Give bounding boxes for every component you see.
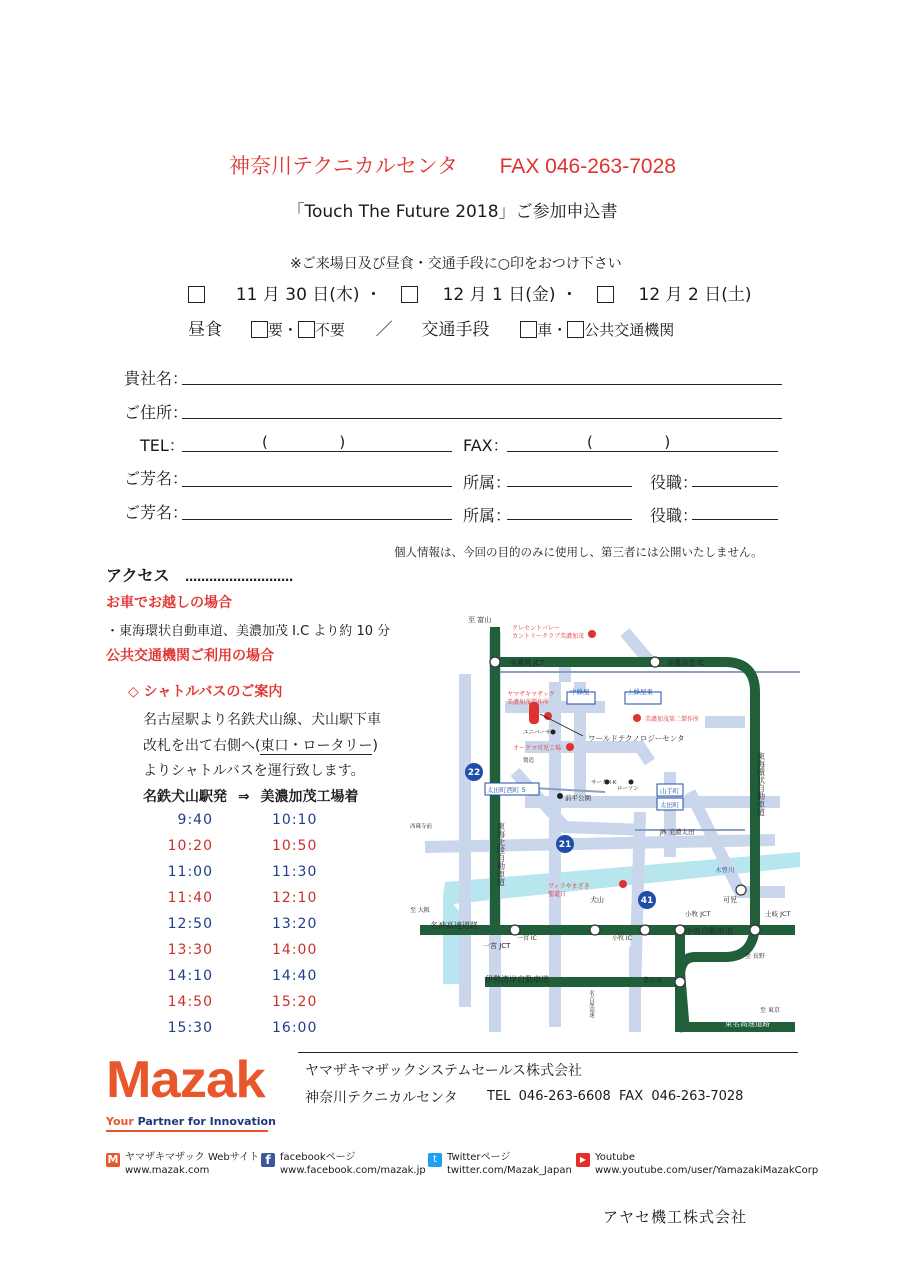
map-ichinomiya-ic: 一宮 IC bbox=[517, 935, 537, 942]
date-row bbox=[188, 280, 751, 305]
schedule-depart-time: 9:40 bbox=[177, 812, 213, 828]
twitter-icon: t bbox=[428, 1153, 442, 1167]
map-tokai-kanjo: 東海環状自動車道 bbox=[756, 752, 766, 816]
map-yamatecho: 山手町 bbox=[660, 787, 680, 795]
map-komaki-ic: 小牧 IC bbox=[612, 935, 632, 942]
lunch-no-checkbox[interactable] bbox=[298, 321, 315, 338]
map-nishi: 西蔵寺前 bbox=[410, 824, 433, 830]
slash: ／ bbox=[375, 320, 393, 340]
shuttle-line-1: 名古屋駅より名鉄犬山線、犬山駅下車 bbox=[143, 712, 381, 728]
name1-field[interactable] bbox=[182, 486, 452, 487]
schedule-col-depart: 名鉄犬山駅発 bbox=[143, 789, 227, 805]
fax-field[interactable] bbox=[507, 451, 778, 452]
schedule-arrive-time: 14:00 bbox=[272, 942, 318, 958]
footer-center: 神奈川テクニカルセンタ bbox=[305, 1090, 458, 1106]
map-crescent: クレセントバレー bbox=[512, 625, 560, 632]
social-mazak-title: ヤマザキマザック Webサイト bbox=[125, 1152, 260, 1163]
shuttle-line-3: よりシャトルバスを運行致します。 bbox=[143, 763, 365, 779]
map-nakahachi: 中蜂屋 bbox=[570, 688, 590, 696]
map-to-osaka: 至 大阪 bbox=[410, 907, 430, 914]
dept2-field[interactable] bbox=[507, 519, 632, 520]
schedule-arrive-time: 14:40 bbox=[272, 968, 318, 984]
transport-car-checkbox[interactable] bbox=[520, 321, 537, 338]
dept1-field[interactable] bbox=[507, 486, 632, 487]
social-twitter-url: twitter.com/Mazak_Japan bbox=[447, 1165, 572, 1176]
date-label-3: 12 月 2 日(土) bbox=[638, 285, 752, 305]
title2-label: 役職： bbox=[650, 506, 699, 525]
map-minoseki-jct: 美濃関 JCT bbox=[510, 659, 545, 667]
access-map bbox=[405, 612, 800, 1037]
date-checkbox-1[interactable] bbox=[188, 286, 205, 303]
map-jr: JR 美濃太田 bbox=[660, 828, 695, 836]
map-toki-jct: 土岐 JCT bbox=[765, 910, 791, 918]
social-youtube[interactable] bbox=[595, 1151, 818, 1177]
address-field[interactable] bbox=[182, 418, 782, 419]
social-mazak[interactable] bbox=[125, 1151, 259, 1177]
map-maehira: 前平公園 bbox=[565, 794, 591, 802]
title2-field[interactable] bbox=[692, 519, 778, 520]
mazak-tagline bbox=[106, 1115, 276, 1128]
shuttle-line-2-post: ) bbox=[372, 738, 378, 754]
transport-car-label: 車・ bbox=[537, 321, 568, 339]
tel-field[interactable] bbox=[182, 451, 452, 452]
name1-label: ご芳名： bbox=[124, 469, 189, 488]
date-label-1: 11 月 30 日(木) ・ bbox=[235, 285, 382, 305]
social-youtube-url: www.youtube.com/user/YamazakiMazakCorp bbox=[595, 1165, 819, 1176]
center-name: 神奈川テクニカルセンタ bbox=[229, 155, 458, 178]
local-roads bbox=[425, 632, 785, 1032]
map-circlek: サークルK bbox=[591, 780, 617, 786]
date-checkbox-2[interactable] bbox=[401, 286, 418, 303]
map-isewan: 伊勢湾岸自動車道 bbox=[485, 975, 549, 984]
map-to-nagano: 至 長野 bbox=[745, 953, 765, 960]
fax-label: FAX： bbox=[463, 436, 509, 455]
public-heading: 公共交通機関ご利用の場合 bbox=[106, 648, 274, 664]
map-komaki-jct: 小牧 JCT bbox=[685, 910, 711, 918]
center-name-fax bbox=[0, 150, 905, 180]
map-lawson: ローソン bbox=[617, 786, 639, 792]
map-toyota-ic: 豊田 IC bbox=[643, 977, 663, 984]
fax-paren: ( ) bbox=[587, 433, 671, 451]
footer-divider bbox=[298, 1052, 798, 1053]
social-mazak-url: www.mazak.com bbox=[125, 1165, 210, 1176]
map-villa-2: 聖道日 bbox=[548, 891, 567, 898]
shuttle-heading: ◇ シャトルバスのご案内 bbox=[128, 684, 283, 700]
access-title: アクセス bbox=[106, 566, 170, 585]
dept1-label: 所属： bbox=[463, 473, 512, 492]
name2-field[interactable] bbox=[182, 519, 452, 520]
schedule-depart-time: 11:40 bbox=[167, 890, 213, 906]
map-otamachi: 太田町西町 5 bbox=[487, 786, 526, 794]
mazak-m-icon: M bbox=[107, 1153, 119, 1166]
privacy-note: 個人情報は、今回の目的のみに使用し、第三者には公開いたしません。 bbox=[394, 545, 763, 559]
tagline-rest: Partner for Innovation bbox=[133, 1115, 276, 1128]
footer-tel-fax: TEL 046-263-6608 FAX 046-263-7028 bbox=[487, 1089, 744, 1104]
facebook-icon: f bbox=[261, 1153, 275, 1167]
schedule-col-arrive: 美濃加茂工場着 bbox=[260, 789, 359, 805]
form-title: 「Touch The Future 2018」ご参加申込書 bbox=[287, 202, 618, 222]
shuttle-line-2 bbox=[143, 735, 378, 755]
schedule-arrive-time: 12:10 bbox=[272, 890, 318, 906]
title1-field[interactable] bbox=[692, 486, 778, 487]
map-tomei: 東名高速道路 bbox=[725, 1019, 770, 1028]
schedule-arrive-time: 15:20 bbox=[272, 994, 318, 1010]
map-nagoya: 名古屋高速 bbox=[588, 990, 594, 1018]
lunch-no-label: 不要 bbox=[314, 321, 345, 339]
title1-label: 役職： bbox=[650, 473, 699, 492]
schedule-arrow: ⇒ bbox=[237, 789, 250, 805]
map-world-center: ワールドテクノロジーセンタ bbox=[588, 734, 685, 743]
tagline-underline bbox=[106, 1130, 268, 1132]
map-kani: 可児 bbox=[723, 896, 737, 904]
dept2-label: 所属： bbox=[463, 506, 512, 525]
map-tokai-hoku: 東海北陸自動車道 bbox=[496, 822, 506, 886]
map-kamihachi: 上蜂屋東 bbox=[627, 688, 653, 696]
car-text: ・東海環状自動車道、美濃加茂 I.C より約 10 分 bbox=[106, 624, 391, 639]
map-minokamo-ic: 美濃加茂 IC bbox=[667, 659, 705, 667]
lunch-yes-label: 要・ bbox=[267, 321, 298, 339]
schedule-depart-time: 11:00 bbox=[167, 864, 213, 880]
social-facebook-title: facebookページ bbox=[280, 1152, 356, 1163]
footer-company: ヤマザキマザックシステムセールス株式会社 bbox=[305, 1063, 583, 1079]
map-mazak-p2: 美濃加茂第二製作所 bbox=[645, 716, 700, 723]
tagline-your: Your bbox=[106, 1115, 134, 1128]
dealer-name: アヤセ機工株式会社 bbox=[603, 1208, 748, 1226]
car-heading: お車でお越しの場合 bbox=[106, 595, 232, 611]
address-label: ご住所： bbox=[124, 403, 189, 422]
map-universal-2: 製造 bbox=[523, 758, 535, 764]
social-youtube-title: Youtube bbox=[595, 1152, 635, 1163]
fax-number: FAX 046-263-7028 bbox=[499, 155, 676, 178]
schedule-depart-time: 10:20 bbox=[167, 838, 213, 854]
schedule-arrive-time: 10:50 bbox=[272, 838, 318, 854]
schedule-depart-time: 12:50 bbox=[167, 916, 213, 932]
schedule-arrive-time: 16:00 bbox=[272, 1020, 318, 1036]
shuttle-line-2-pre: 改札を出て右側へ( bbox=[143, 738, 261, 754]
tel-paren: ( ) bbox=[262, 433, 346, 451]
name2-label: ご芳名： bbox=[124, 503, 189, 522]
schedule-depart-time: 15:30 bbox=[167, 1020, 213, 1036]
schedule-depart-time: 14:10 bbox=[167, 968, 213, 984]
route-21-label: 21 bbox=[558, 840, 572, 850]
social-twitter[interactable] bbox=[447, 1151, 572, 1177]
route-41-label: 41 bbox=[640, 896, 654, 906]
transport-public-label: 公共交通機関 bbox=[584, 321, 675, 339]
shuttle-line-2-underline: 東口・ロータリー bbox=[260, 738, 373, 754]
lunch-label: 昼食 bbox=[188, 320, 222, 340]
company-field[interactable] bbox=[182, 384, 782, 385]
schedule-arrive-time: 11:30 bbox=[272, 864, 318, 880]
map-inuyama: 犬山 bbox=[590, 896, 604, 904]
schedule-header bbox=[143, 786, 358, 806]
map-okuma: オークマ可児工場 bbox=[513, 745, 562, 752]
map-to-tomiyama: 至 富山 bbox=[468, 616, 492, 624]
access-title-row bbox=[106, 563, 293, 586]
company-label: 貴社名： bbox=[124, 369, 189, 388]
map-meishin: 名神高速道路 bbox=[430, 921, 478, 930]
date-checkbox-3[interactable] bbox=[597, 286, 614, 303]
map-mazak-2: 美濃加茂製作所 bbox=[507, 699, 550, 706]
schedule-depart-time: 14:50 bbox=[167, 994, 213, 1010]
map-mazak-1: ヤマザキマザック bbox=[507, 691, 555, 698]
lunch-transport-row bbox=[188, 315, 674, 340]
map-kisogawa: 木曽川 bbox=[715, 866, 735, 874]
map-crescent-2: カントリークラブ美濃加茂 bbox=[512, 633, 585, 640]
map-ichinomiya-jct: 一宮 JCT bbox=[483, 942, 511, 950]
mazak-logo: Mazak bbox=[106, 1051, 265, 1109]
social-facebook-url: www.facebook.com/mazak.jp bbox=[280, 1165, 426, 1176]
tel-label: TEL： bbox=[140, 436, 185, 455]
schedule-arrive-time: 13:20 bbox=[272, 916, 318, 932]
access-dots: ……………………… bbox=[185, 570, 294, 584]
map-villa-1: ヴィラやまざき bbox=[548, 883, 590, 890]
social-twitter-title: Twitterページ bbox=[447, 1152, 511, 1163]
map-universal: ユニバーサル bbox=[523, 730, 556, 736]
transport-public-checkbox[interactable] bbox=[567, 321, 584, 338]
lunch-yes-checkbox[interactable] bbox=[251, 321, 268, 338]
map-to-tokyo: 至 東京 bbox=[760, 1007, 780, 1014]
route-22-label: 22 bbox=[467, 768, 481, 778]
date-label-2: 12 月 1 日(金) ・ bbox=[442, 285, 578, 305]
instruction-note: ※ご来場日及び昼食・交通手段に○印をおつけ下さい bbox=[290, 256, 622, 272]
schedule-depart-time: 13:30 bbox=[167, 942, 213, 958]
social-facebook[interactable] bbox=[280, 1151, 426, 1177]
transport-label: 交通手段 bbox=[421, 320, 490, 340]
map-chuo: 中央自動車道 bbox=[685, 927, 733, 936]
map-otacho: 太田町 bbox=[660, 801, 680, 809]
youtube-icon: ▶ bbox=[576, 1153, 590, 1167]
schedule-arrive-time: 10:10 bbox=[272, 812, 318, 828]
